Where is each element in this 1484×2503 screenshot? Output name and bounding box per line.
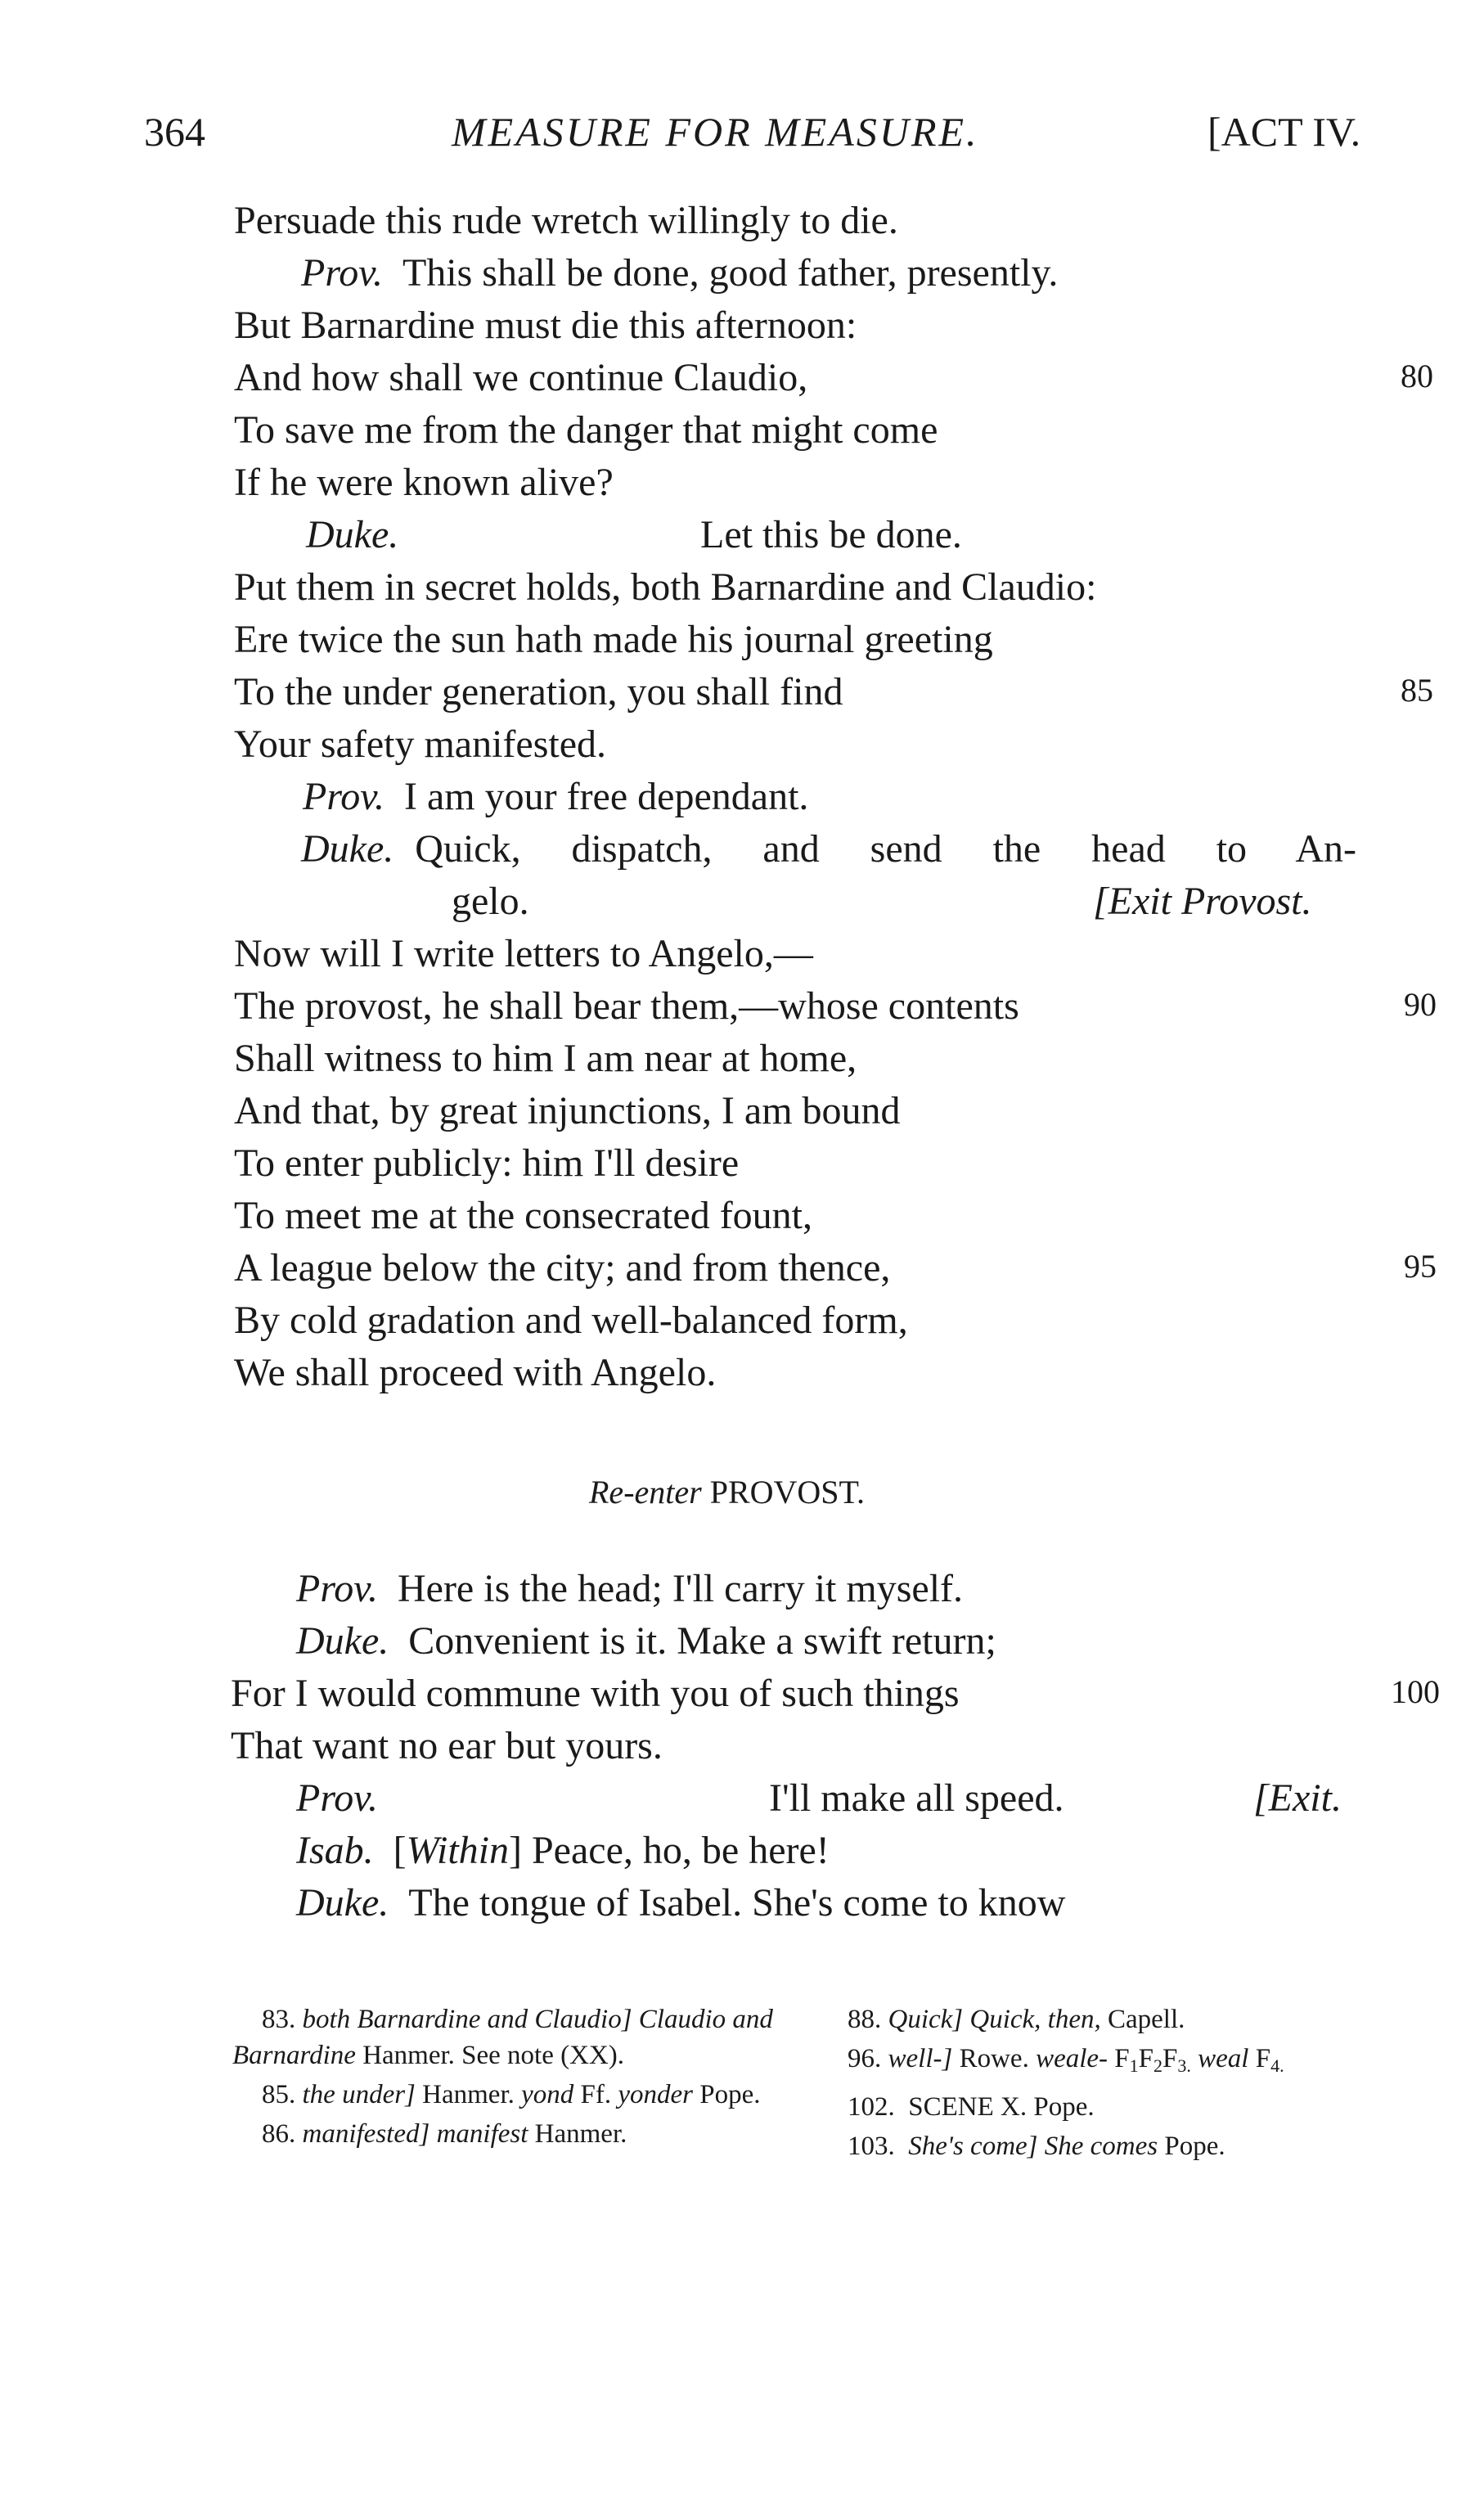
speaker: Isab. xyxy=(296,1829,374,1872)
footnote xyxy=(818,2001,1383,2037)
footnotes-right xyxy=(818,2001,1383,2164)
line-text: Here is the head; I'll carry it myself. xyxy=(397,1567,964,1610)
footnote-source: Hanmer. xyxy=(422,2080,515,2109)
verse-line: The provost, he shall bear them,—whose contents xyxy=(234,984,1019,1028)
footnote-number: 88. xyxy=(848,2005,882,2034)
verse-line xyxy=(301,823,1356,876)
footnote xyxy=(818,2128,1383,2164)
line-text: Quick, dispatch, and send the head to An- xyxy=(415,827,1356,871)
line-number: 80 xyxy=(1401,358,1433,394)
act-label xyxy=(1207,108,1360,155)
footnote-reading: Claudio and Barnardine xyxy=(232,2005,773,2070)
footnote-number: 83. xyxy=(262,2005,296,2034)
verse-line: We shall proceed with Angelo. xyxy=(234,1351,717,1394)
verse-line: I'll make all speed. xyxy=(769,1776,1064,1820)
footnote xyxy=(818,2089,1383,2125)
footnote-number: 96. xyxy=(848,2044,882,2073)
verse-line: And how shall we continue Claudio, xyxy=(234,356,808,399)
footnote xyxy=(232,2116,782,2152)
verse-line: To meet me at the consecrated fount, xyxy=(234,1194,813,1237)
verse-line xyxy=(303,771,808,823)
footnote-source: Capell. xyxy=(1108,2005,1185,2034)
footnote-number: 86. xyxy=(262,2119,296,2149)
footnote-lemma: Quick] xyxy=(888,2005,964,2034)
speaker: Duke. xyxy=(296,1619,389,1663)
exit-direction: [Exit Provost. xyxy=(1093,880,1312,923)
line-text: Peace, ho, be here! xyxy=(531,1829,830,1872)
footnote xyxy=(232,2077,782,2113)
footnote-reading: She comes xyxy=(1044,2132,1158,2161)
verse-line: To save me from the danger that might come xyxy=(234,408,938,452)
footnote-text: SCENE X. xyxy=(908,2092,1028,2122)
footnote-source: Pope. xyxy=(1033,2092,1095,2122)
verse-line xyxy=(301,247,1058,299)
verse-line: To enter publicly: him I'll desire xyxy=(234,1141,740,1185)
act-text: ACT IV. xyxy=(1221,109,1361,155)
footnote-reading: manifest xyxy=(436,2119,528,2149)
verse-line: Now will I write letters to Angelo,— xyxy=(234,932,813,975)
verse-line: Persuade this rude wretch willingly to die. xyxy=(234,199,898,242)
stage-direction-character: PROVOST. xyxy=(709,1474,865,1510)
stage-direction xyxy=(589,1473,865,1511)
verse-line: But Barnardine must die this afternoon: xyxy=(234,304,857,347)
line-number: 85 xyxy=(1401,672,1433,709)
act-bracket: [ xyxy=(1207,109,1221,155)
speaker: Prov. xyxy=(301,251,383,295)
speaker: Prov. xyxy=(303,775,384,818)
verse-line: Isab. [Within] Peace, ho, be here! xyxy=(296,1829,830,1872)
verse-line: Shall witness to him I am near at home, xyxy=(234,1037,857,1080)
footnote-lemma: the under] xyxy=(302,2080,416,2109)
footnotes-left xyxy=(232,2001,782,2152)
verse-line xyxy=(296,1615,996,1668)
footnote-source: Pope. xyxy=(1164,2132,1225,2161)
speaker: Duke. xyxy=(306,513,399,556)
verse-line: Put them in secret holds, both Barnardine and Claudio: xyxy=(234,565,1097,609)
verse-line: Your safety manifested. xyxy=(234,723,607,766)
footnote-reading: weale- xyxy=(1036,2044,1109,2073)
verse-line xyxy=(296,1563,963,1615)
verse-line xyxy=(296,1877,1065,1929)
verse-line: A league below the city; and from thence, xyxy=(234,1246,891,1290)
line-text: Convenient is it. Make a swift return; xyxy=(408,1619,996,1663)
footnote-reading: Quick, then, xyxy=(969,2005,1101,2034)
verse-line: To the under generation, you shall find xyxy=(234,670,843,714)
footnote-lemma: well-] xyxy=(888,2044,953,2073)
footnote-reading: weal xyxy=(1198,2044,1249,2073)
within-direction: Within xyxy=(406,1829,509,1872)
line-text: I am your free dependant. xyxy=(403,775,809,818)
verse-line xyxy=(306,509,398,561)
verse-line: That want no ear but yours. xyxy=(231,1724,663,1767)
footnote-reading: yond xyxy=(521,2080,574,2109)
verse-line: For I would commune with you of such things xyxy=(231,1672,960,1715)
footnote-source: Hanmer. xyxy=(534,2119,627,2149)
exit-direction: [Exit. xyxy=(1253,1776,1342,1820)
footnote-number: 85. xyxy=(262,2080,296,2109)
footnote-source: Ff. xyxy=(580,2080,612,2109)
verse-line: Ere twice the sun hath made his journal greeting xyxy=(234,618,993,661)
line-text: This shall be done, good father, presently. xyxy=(402,251,1059,295)
speaker: Duke. xyxy=(296,1881,389,1925)
footnote-extra: See note (XX). xyxy=(461,2041,625,2070)
speaker: Prov. xyxy=(296,1567,378,1610)
footnote-lemma: manifested] xyxy=(302,2119,430,2149)
footnote-lemma: She's come] xyxy=(908,2132,1038,2161)
footnote-source: Rowe. xyxy=(959,2044,1029,2073)
speaker: Duke. xyxy=(301,827,394,871)
line-number: 95 xyxy=(1404,1248,1437,1285)
footnote-lemma: both Barnardine and Claudio] xyxy=(302,2005,632,2034)
footnote-number: 103. xyxy=(848,2132,895,2161)
folio-ref: $F_1F_2F_{3.}$ xyxy=(1114,2044,1191,2076)
footnote-source: Hanmer. xyxy=(362,2041,455,2070)
footnote-source: Pope. xyxy=(699,2080,761,2109)
footnote-reading: yonder xyxy=(618,2080,694,2109)
folio-ref: $F_{4.}$ xyxy=(1255,2044,1284,2076)
running-title: MEASURE FOR MEASURE. xyxy=(452,109,979,155)
line-number: 100 xyxy=(1391,1673,1440,1710)
verse-line: If he were known alive? xyxy=(234,461,614,504)
page-number: 364 xyxy=(144,109,205,155)
line-text: The tongue of Isabel. She's come to know xyxy=(408,1881,1066,1925)
line-number: 90 xyxy=(1404,986,1437,1023)
footnote xyxy=(818,2041,1383,2084)
verse-line: By cold gradation and well-balanced form, xyxy=(234,1299,908,1342)
verse-line: And that, by great injunctions, I am bound xyxy=(234,1089,901,1132)
stage-direction-verb: Re-enter xyxy=(589,1474,702,1510)
footnote-number: 102. xyxy=(848,2092,895,2122)
verse-line xyxy=(296,1772,378,1825)
verse-line: Let this be done. xyxy=(700,513,962,556)
verse-line: gelo. xyxy=(452,880,529,923)
speaker: Prov. xyxy=(296,1776,378,1820)
footnote xyxy=(232,2001,782,2073)
